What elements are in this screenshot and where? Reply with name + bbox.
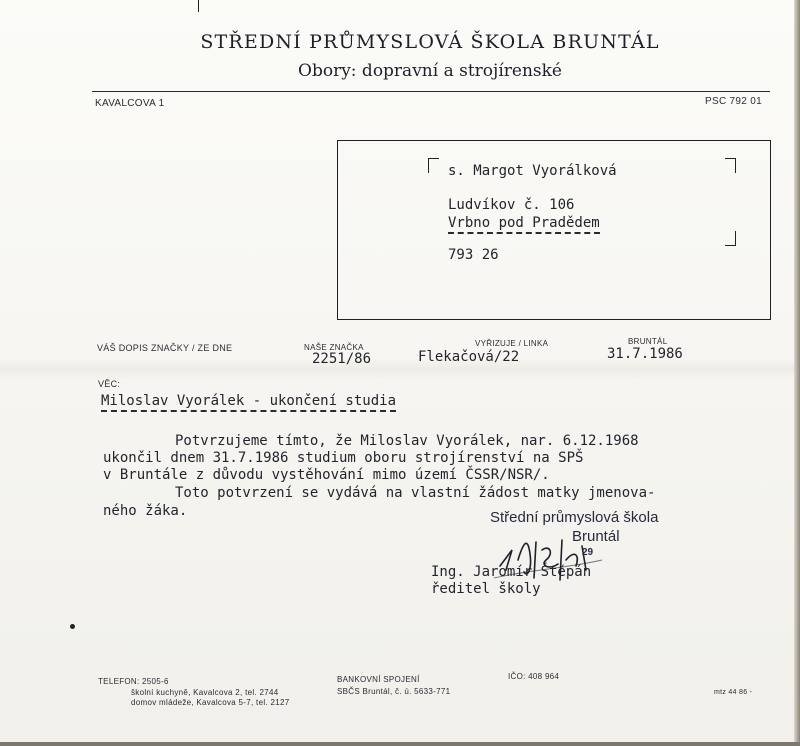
- handled-by-label: VYŘIZUJE / LINKA: [475, 339, 549, 348]
- subject-label: VĚC:: [98, 379, 121, 389]
- place-label: BRUNTÁL: [628, 337, 668, 346]
- our-ref-value: 2251/86: [312, 351, 372, 367]
- footer-kitchen: školní kuchyně, Kavalcova 2, tel. 2744: [131, 688, 279, 697]
- body-line-1: Potvrzujeme tímto, že Miloslav Vyorálek, nar. 6.12.1968: [175, 433, 639, 449]
- corner-mark-br: [725, 231, 736, 246]
- stamp-line-2: Bruntál: [572, 528, 620, 545]
- corner-mark-tl: [428, 158, 439, 173]
- recipient-name: s. Margot Vyorálková: [448, 163, 617, 179]
- signatory-name: Ing. Jaromír Štěpán: [431, 564, 592, 580]
- paper-edge: [794, 0, 800, 746]
- recipient-town: Vrbno pod Pradědem: [448, 215, 600, 234]
- stamp-number: 29: [582, 547, 594, 558]
- footer-phone: TELEFON: 2505-6: [98, 677, 169, 686]
- body-line-4: Toto potvrzení se vydává na vlastní žádost matky jmenova-: [175, 485, 656, 501]
- signatory-title: ředitel školy: [431, 581, 541, 597]
- recipient-postcode: 793 26: [448, 247, 499, 263]
- recipient-street: Ludvíkov č. 106: [448, 197, 575, 213]
- footer-print-code: mtz 44 86 -: [714, 689, 753, 696]
- body-line-3: v Bruntále z důvodu vystěhování mimo území ČSSR/NSR/.: [103, 467, 550, 483]
- paper-bottom-edge: [0, 742, 800, 746]
- footer-bank-label: BANKOVNÍ SPOJENÍ: [337, 675, 420, 684]
- school-name: STŘEDNÍ PRŮMYSLOVÁ ŠKOLA BRUNTÁL: [200, 31, 660, 53]
- subject-text: Miloslav Vyorálek - ukončení studia: [101, 393, 396, 412]
- footer-bank-value: SBČS Bruntál, č. ú. 5633-771: [337, 687, 451, 696]
- school-postcode: PSC 792 01: [705, 96, 762, 107]
- ink-dot: [70, 624, 75, 629]
- corner-mark-tr: [725, 158, 736, 173]
- letter-date: 31.7.1986: [607, 346, 683, 362]
- letterhead-rule: [92, 91, 770, 92]
- body-line-2: ukončil dnem 31.7.1986 studium oboru strojírenství na SPŠ: [103, 450, 584, 466]
- your-letter-label: VÁŠ DOPIS ZNAČKY / ZE DNE: [97, 343, 233, 353]
- stamp-line-1: Střední průmyslová škola: [490, 509, 659, 526]
- fold-mark: [198, 0, 199, 12]
- school-street: KAVALCOVA 1: [95, 98, 165, 109]
- recipient-address-box: [337, 140, 771, 320]
- school-departments: Obory: dopravní a strojírenské: [298, 61, 562, 81]
- body-line-5: ného žáka.: [103, 503, 188, 519]
- footer-dorm: domov mládeže, Kavalcova 5-7, tel. 2127: [131, 698, 290, 707]
- handled-by-value: Flekačová/22: [418, 349, 520, 365]
- footer-ico: IČO: 408 964: [508, 672, 560, 681]
- our-ref-label: NAŠE ZNAČKA: [304, 343, 364, 352]
